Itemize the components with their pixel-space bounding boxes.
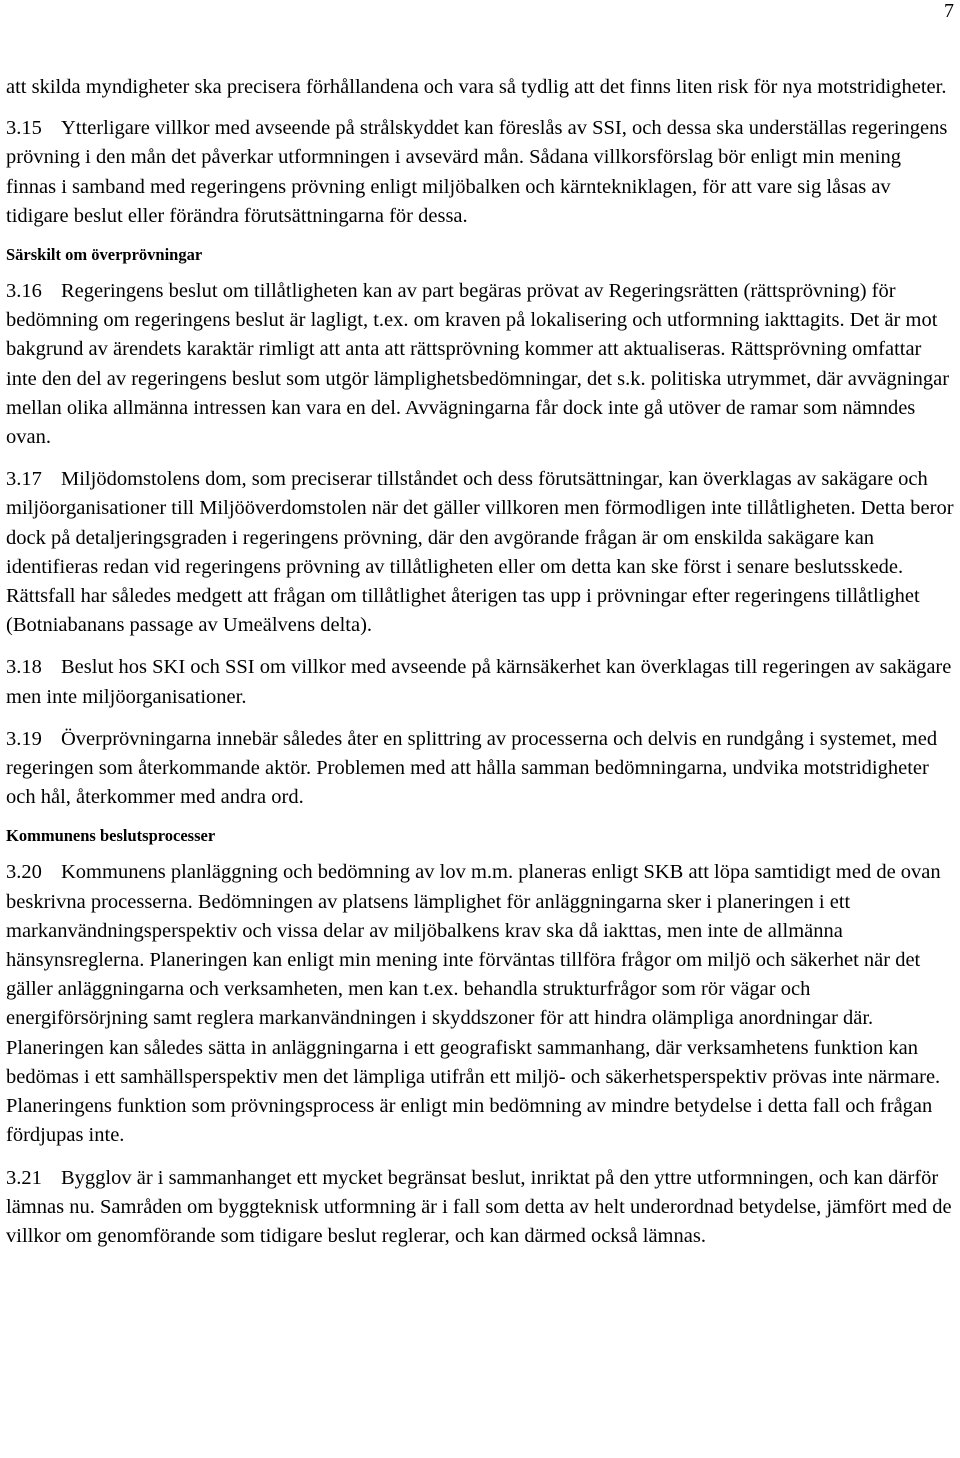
paragraph-text: Ytterligare villkor med avseende på strålskyddet kan föreslås av SSI, och dessa ska underställas regeringens prövning i den mån det påverkar utformningen i avsevärd mån. Sådana villkorsförslag bör enligt min mening finnas i samband med regeringens prövning enligt miljöbalken och kärntekniklagen, för att vare sig låsas av tidigare beslut eller förändra förutsättningarna för dessa.: [6, 117, 948, 227]
paragraph-number: 3.18: [6, 656, 42, 679]
paragraph-number: 3.16: [6, 280, 42, 303]
paragraph-number: 3.15: [6, 117, 42, 140]
paragraph-number: 3.20: [6, 861, 42, 884]
paragraph-text: Beslut hos SKI och SSI om villkor med avseende på kärnsäkerhet kan överklagas till regeringen av sakägare men inte miljöorganisationer.: [6, 656, 952, 708]
document-body: [6, 73, 956, 1264]
numbered-paragraph: [6, 725, 956, 813]
numbered-paragraph: [6, 653, 956, 711]
page-number: 7: [944, 0, 954, 22]
paragraph-group-a: [6, 114, 956, 231]
paragraph-text: Bygglov är i sammanhanget ett mycket begränsat beslut, inriktat på den yttre utformningen, och kan därför lämnas nu. Samråden om byggteknisk utformning är i fall som detta av helt underordnad betydelse, jämfört med de villkor om genomförande som tidigare beslut reglerar, och kan därmed också lämnas.: [6, 1166, 952, 1247]
numbered-paragraph: [6, 277, 956, 452]
paragraph-text: Regeringens beslut om tillåtligheten kan av part begäras prövat av Regeringsrätten (rättsprövning) för bedömning om regeringens beslut är lagligt, t.ex. om kraven på lokalisering och utformning iakttagits. Det är mot bakgrund av ärendets karaktär rimligt att anta att rättsprövning kommer att aktualiseras. Rättsprövning omfattar inte den del av regeringens beslut som utgör lämplighetsbedömningar, det s.k. politiska utrymmet, där avvägningar mellan olika allmänna intressen kan vara en del. Avvägningarna får dock inte gå utöver de ramar som nämndes ovan.: [6, 280, 950, 449]
paragraph-text: Miljödomstolens dom, som preciserar tillståndet och dess förutsättningar, kan överklagas av sakägare och miljöorganisationer till Miljööverdomstolen när det gäller villkoren men förmodligen inte tillåtligheten. Detta beror dock på detaljeringsgraden i regeringens prövning, där den avgörande frågan är om enskilda sakägare kan identifieras redan vid regeringens prövning av tillåtligheten eller om detta kan ske först i senare beslutsskede. Rättsfall har således medgett att frågan om tillåtlighet återigen tas upp i prövningar efter regeringens tillåtlighet (Botniabanans passage av Umeälvens delta).: [6, 468, 954, 637]
section-heading-overprovningar: Särskilt om överprövningar: [6, 245, 203, 265]
paragraph-number: 3.21: [6, 1166, 42, 1189]
paragraph-number: 3.17: [6, 468, 42, 491]
paragraph-group-b: [6, 277, 956, 812]
numbered-paragraph: [6, 465, 956, 640]
paragraph-number: 3.19: [6, 727, 42, 750]
paragraph-text: Kommunens planläggning och bedömning av lov m.m. planeras enligt SKB att löpa samtidigt med de ovan beskrivna processerna. Bedömningen av platsens lämplighet för anläggningarna sker i planeringen i ett markanvändningsperspektiv och vissa delar av miljöbalkens krav ska då iakttas, men inte de allmänna hänsynsreglerna. Planeringen kan enligt min mening inte förväntas tillföra frågor om miljö och säkerhet när det gäller anläggningarna och verksamheten, men kan t.ex. behandla strukturfrågor som rör vägar och energiförsörjning samt reglera markanvändningen i skyddszoner för att hindra olämpliga anordningar där. Planeringen kan således sätta in anläggningarna i ett geografiskt sammanhang, där verksamhetens funktion kan bedömas i ett samhällsperspektiv men det lämpliga utifrån ett miljö- och säkerhetsperspektiv prövas inte närmare. Planeringens funktion som prövningsprocess är enligt min bedömning av mindre betydelse i detta fall och frågan fördjupas inte.: [6, 861, 941, 1147]
numbered-paragraph: [6, 1164, 956, 1252]
numbered-paragraph: [6, 858, 956, 1150]
intro-paragraph: att skilda myndigheter ska precisera förhållandena och vara så tydlig att det finns liten risk för nya motstridigheter.: [6, 76, 947, 98]
section-heading-kommunens-beslutsprocesser: Kommunens beslutsprocesser: [6, 826, 216, 846]
paragraph-text: Överprövningarna innebär således åter en splittring av processerna och delvis en rundgång i systemet, med regeringen som återkommande aktör. Problemen med att hålla samman bedömningarna, undvika motstridigheter och hål, återkommer med andra ord.: [6, 727, 938, 809]
numbered-paragraph: [6, 114, 956, 231]
paragraph-group-c: [6, 858, 956, 1251]
